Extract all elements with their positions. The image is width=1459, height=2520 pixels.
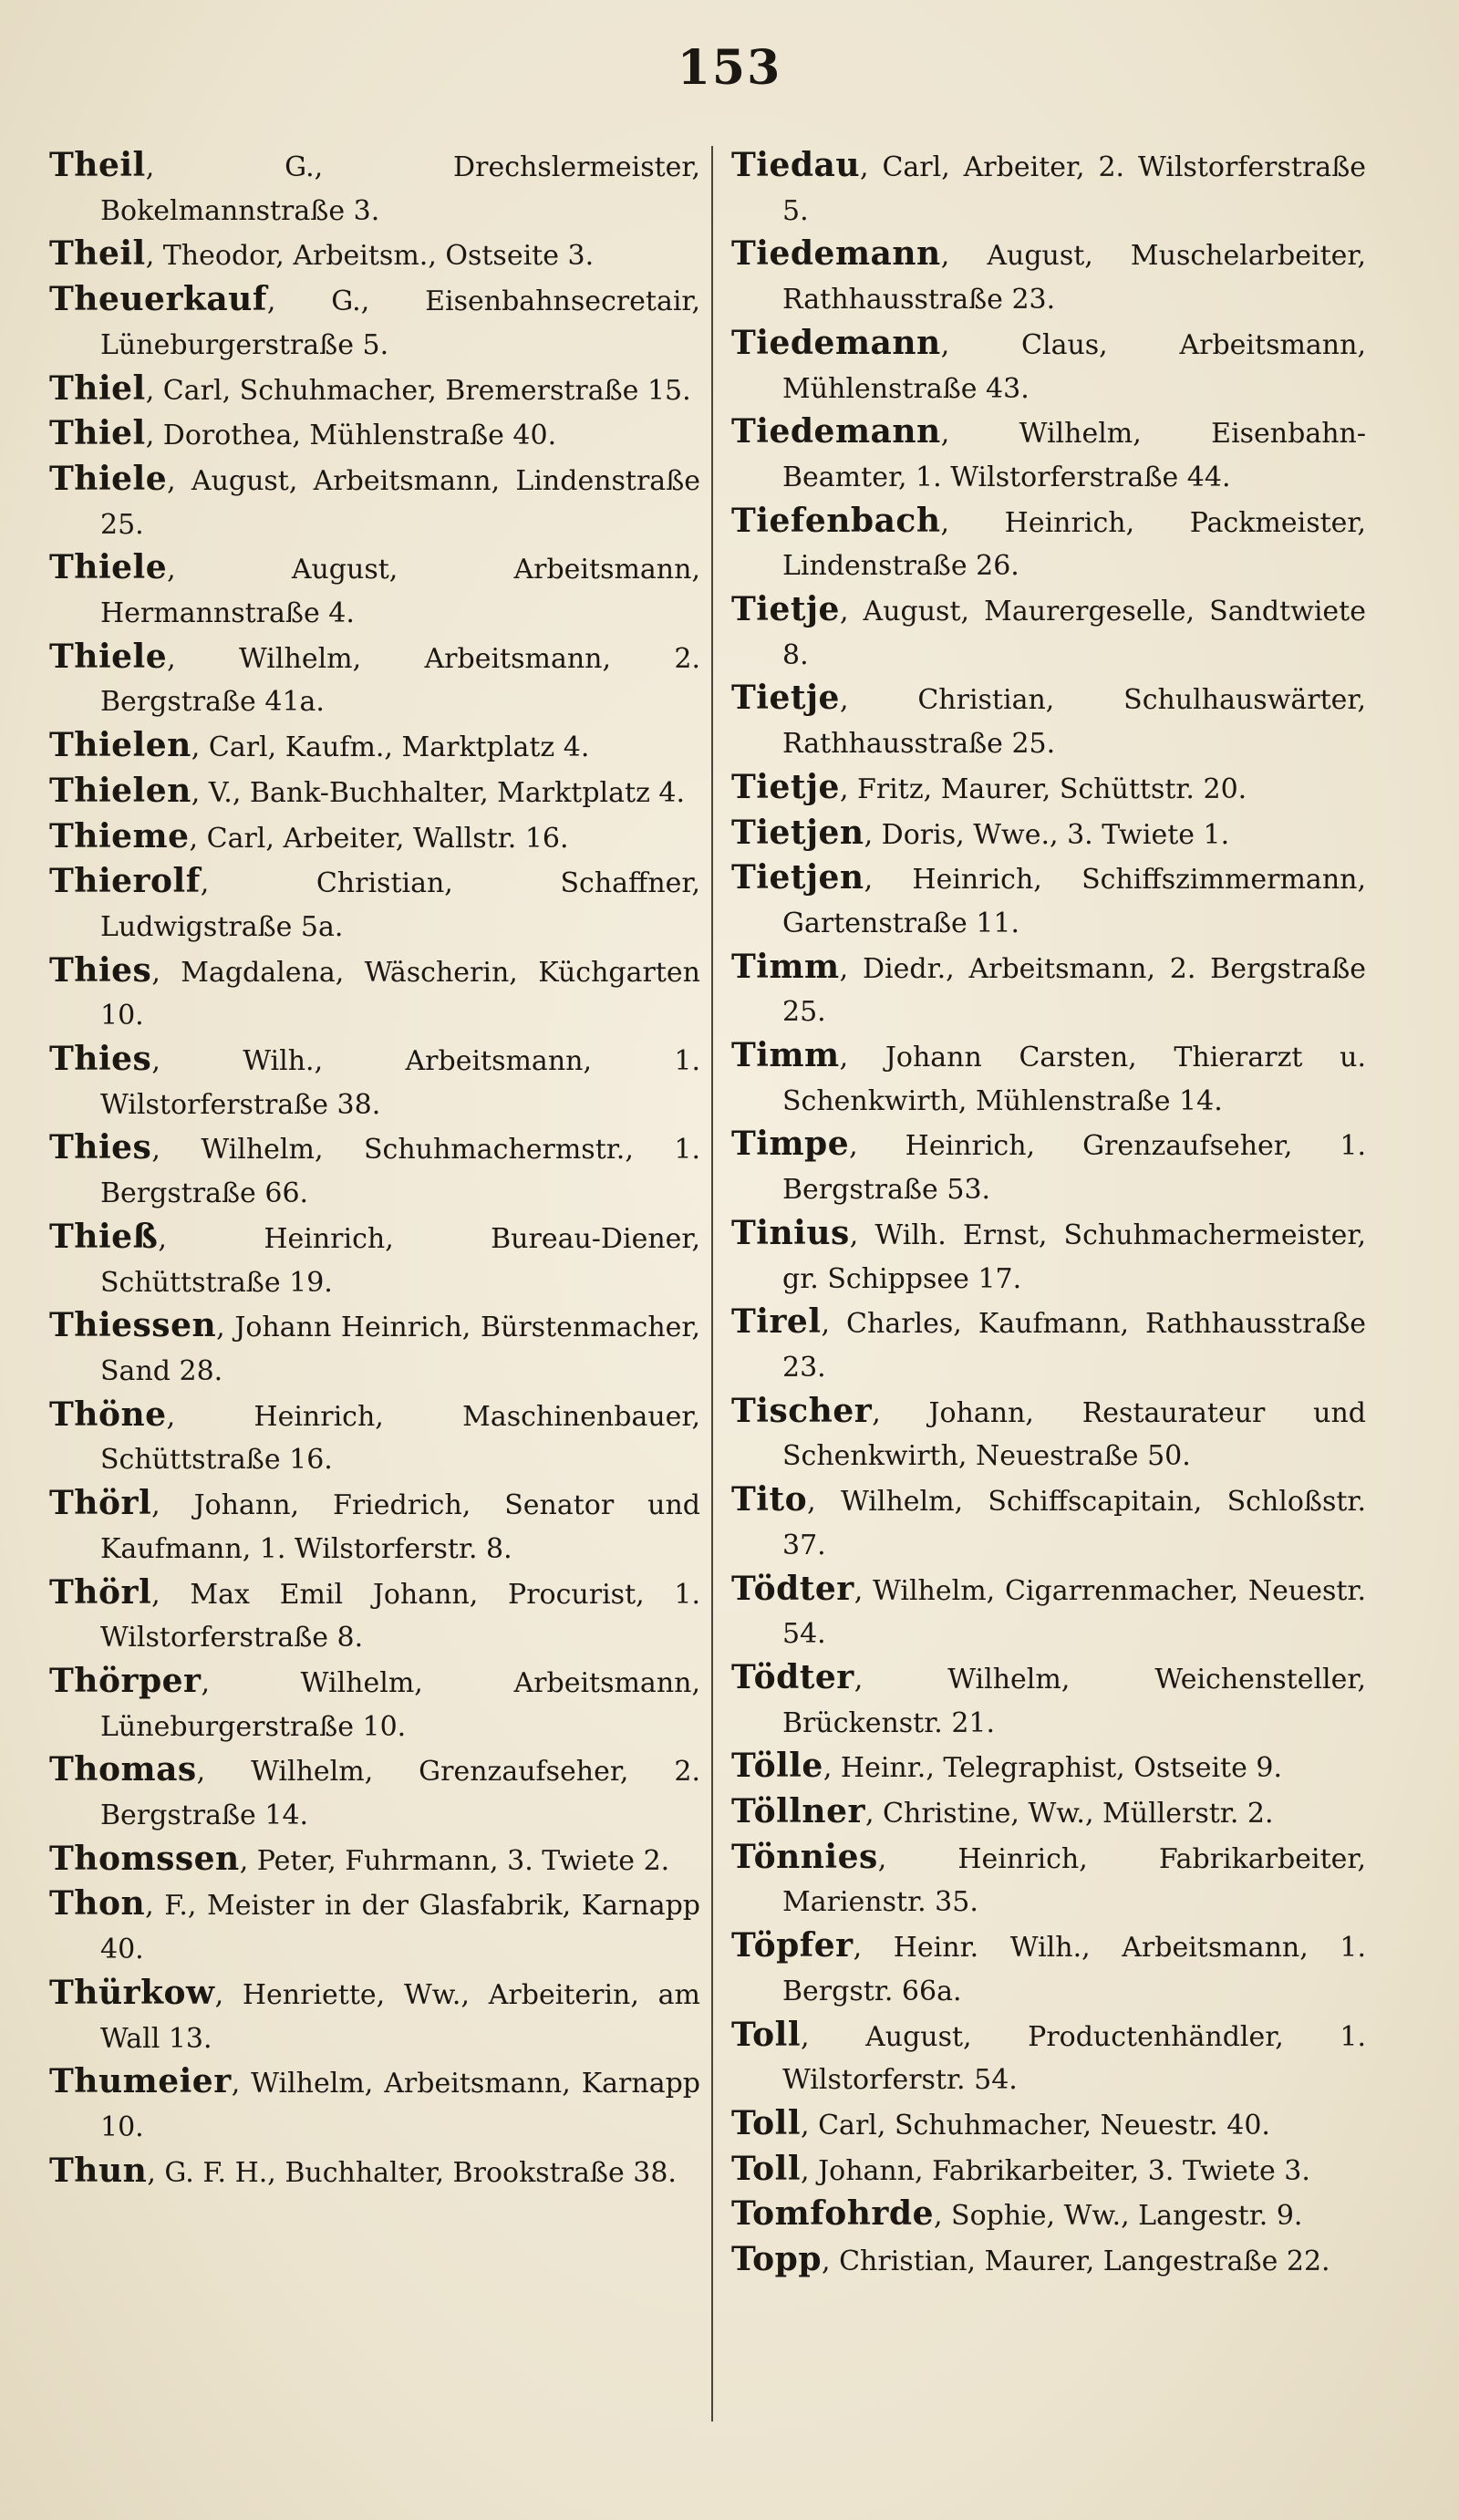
entry-surname: Thumeier — [49, 2062, 232, 2101]
entry-surname: Tölle — [731, 1747, 823, 1786]
entry-details: , August, Muschelarbeiter, Rathhausstraße 23. — [782, 240, 1366, 316]
entry-details: , Henriette, Ww., Arbeiterin, am Wall 13. — [100, 1978, 700, 2055]
directory-entry — [49, 458, 700, 546]
directory-entry — [731, 1123, 1366, 1211]
directory-entry — [731, 766, 1366, 812]
entry-details: , August, Maurergeselle, Sandtwiete 8. — [782, 596, 1366, 671]
entry-surname: Thiel — [49, 414, 146, 453]
entry-surname: Thies — [49, 1040, 152, 1079]
entry-surname: Thon — [49, 1884, 146, 1924]
entry-surname: Tito — [731, 1480, 808, 1519]
directory-entry — [731, 1568, 1366, 1656]
entry-surname: Tischer — [731, 1391, 873, 1430]
entry-details: , Christine, Ww., Müllerstr. 2. — [864, 1798, 1274, 1830]
entry-surname: Tiedemann — [731, 412, 941, 451]
entry-surname: Thomas — [49, 1750, 197, 1789]
entry-surname: Toll — [731, 2015, 802, 2054]
directory-entry — [731, 144, 1366, 233]
entry-surname: Thörl — [49, 1484, 152, 1523]
entry-details: , Sophie, Ww., Langestr. 9. — [933, 2200, 1303, 2233]
entry-details: , Carl, Arbeiter, 2. Wilstorferstraße 5. — [782, 151, 1366, 227]
entry-surname: Töpfer — [731, 1926, 854, 1965]
directory-entry — [731, 500, 1366, 588]
directory-entry — [731, 410, 1366, 499]
entry-surname: Thiel — [49, 368, 146, 408]
directory-entry — [49, 144, 700, 233]
directory-entry — [49, 860, 700, 949]
entry-surname: Thiele — [49, 637, 168, 676]
entry-details: , F., Meister in der Glasfabrik, Karnapp 40. — [100, 1890, 700, 1966]
directory-entry — [731, 856, 1366, 945]
entry-surname: Tietjen — [731, 858, 864, 897]
entry-surname: Tinius — [731, 1213, 850, 1252]
directory-entry — [49, 1216, 700, 1304]
entry-surname: Tietje — [731, 590, 840, 629]
directory-entry — [731, 946, 1366, 1034]
entry-details: , Wilhelm, Schuhmachermstr., 1. Bergstraße 66. — [100, 1134, 700, 1210]
directory-entry — [49, 770, 700, 815]
entry-surname: Toll — [731, 2103, 802, 2142]
directory-entry — [49, 278, 700, 367]
entry-surname: Timm — [731, 1036, 840, 1075]
entry-details: , Carl, Arbeiter, Wallstr. 16. — [189, 822, 569, 855]
entry-surname: Tirel — [731, 1302, 822, 1342]
entry-surname: Thies — [49, 1128, 152, 1167]
directory-entry — [49, 546, 700, 635]
entry-details: , Christian, Schulhauswärter, Rathhausstraße 25. — [782, 684, 1366, 761]
directory-entry — [49, 724, 700, 770]
entry-details: , Fritz, Maurer, Schüttstr. 20. — [839, 773, 1247, 805]
directory-entry — [731, 588, 1366, 677]
entry-details: , G., Eisenbahnsecretair, Lüneburgerstraße 5. — [100, 285, 700, 361]
directory-entry — [731, 322, 1366, 410]
entry-surname: Thürkow — [49, 1973, 215, 2012]
entry-details: , Diedr., Arbeitsmann, 2. Bergstraße 25. — [782, 952, 1366, 1029]
entry-surname: Theuerkauf — [49, 280, 267, 319]
entry-surname: Thieß — [49, 1217, 159, 1256]
entry-details: , August, Arbeitsmann, Hermannstraße 4. — [100, 554, 700, 630]
entry-surname: Thies — [49, 950, 152, 990]
entry-details: , Doris, Wwe., 3. Twiete 1. — [864, 818, 1230, 851]
entry-surname: Töllner — [731, 1792, 865, 1831]
entry-surname: Thun — [49, 2151, 148, 2190]
entry-details: , Heinrich, Schiffszimmermann, Gartenstraße 11. — [782, 864, 1366, 939]
entry-details: , Heinr., Telegraphist, Ostseite 9. — [823, 1752, 1283, 1785]
directory-entry — [49, 1838, 700, 1883]
directory-entry — [49, 815, 700, 861]
entry-details: , Carl, Kaufm., Marktplatz 4. — [191, 731, 590, 764]
directory-entry — [49, 368, 700, 413]
directory-entry — [731, 677, 1366, 765]
directory-entry — [49, 1972, 700, 2060]
directory-entry — [731, 233, 1366, 321]
entry-details: , Heinr. Wilh., Arbeitsmann, 1. Bergstr. 66a. — [782, 1932, 1366, 2007]
entry-surname: Topp — [731, 2240, 823, 2279]
entry-surname: Tiedemann — [731, 323, 941, 362]
entry-details: , Heinrich, Packmeister, Lindenstraße 26. — [782, 506, 1366, 583]
entry-details: , Heinrich, Bureau-Diener, Schüttstraße 19. — [100, 1222, 700, 1299]
entry-details: , Christian, Schaffner, Ludwigstraße 5a. — [100, 867, 700, 943]
directory-entry — [49, 949, 700, 1038]
entry-details: , Johann, Fabrikarbeiter, 3. Twiete 3. — [801, 2154, 1310, 2187]
directory-entry — [49, 1748, 700, 1837]
directory-entry — [731, 1390, 1366, 1478]
directory-entry — [49, 2150, 700, 2195]
directory-entry — [731, 1478, 1366, 1567]
directory-entry — [49, 636, 700, 724]
directory-entry — [49, 2060, 700, 2149]
entry-details: , G. F. H., Buchhalter, Brookstraße 38. — [147, 2156, 677, 2189]
entry-surname: Tödter — [731, 1657, 854, 1696]
entry-surname: Tietje — [731, 679, 840, 718]
directory-entry — [731, 1924, 1366, 2013]
entry-details: , Peter, Fuhrmann, 3. Twiete 2. — [239, 1844, 670, 1877]
entry-surname: Tödter — [731, 1569, 854, 1608]
entry-details: , August, Arbeitsmann, Lindenstraße 25. — [100, 464, 700, 541]
left-column — [49, 144, 700, 2194]
entry-surname: Thiele — [49, 548, 168, 587]
entry-surname: Tiedemann — [731, 234, 941, 274]
entry-details: , Wilhelm, Arbeitsmann, 2. Bergstraße 41a. — [100, 642, 700, 719]
directory-entry — [731, 1790, 1366, 1836]
entry-surname: Tiedau — [731, 146, 861, 184]
entry-surname: Toll — [731, 2149, 802, 2188]
entry-details: , Heinrich, Maschinenbauer, Schüttstraße 16. — [100, 1400, 700, 1477]
directory-entry — [731, 1745, 1366, 1790]
entry-details: , Wilhelm, Weichensteller, Brückenstr. 21. — [782, 1663, 1366, 1739]
entry-details: , Heinrich, Grenzaufseher, 1. Bergstraße 53. — [782, 1130, 1366, 1207]
entry-surname: Thielen — [49, 771, 191, 810]
page-number: 153 — [677, 40, 782, 96]
entry-details: , Wilhelm, Cigarrenmacher, Neuestr. 54. — [782, 1574, 1366, 1651]
entry-details: , Heinrich, Fabrikarbeiter, Marienstr. 35. — [782, 1842, 1366, 1919]
directory-entry — [731, 812, 1366, 857]
entry-details: , Johann Carsten, Thierarzt u. Schenkwirth, Mühlenstraße 14. — [782, 1042, 1366, 1117]
entry-details: , G., Drechslermeister, Bokelmannstraße 3. — [100, 151, 700, 227]
entry-details: , Carl, Schuhmacher, Bremerstraße 15. — [145, 374, 691, 407]
entry-surname: Thiessen — [49, 1306, 217, 1345]
directory-entry — [49, 1482, 700, 1571]
entry-details: , Dorothea, Mühlenstraße 40. — [145, 420, 557, 452]
entry-surname: Theil — [49, 146, 146, 184]
entry-details: , Johann, Restaurateur und Schenkwirth, Neuestraße 50. — [782, 1396, 1366, 1473]
entry-surname: Tiefenbach — [731, 501, 941, 540]
entry-details: , Claus, Arbeitsmann, Mühlenstraße 43. — [782, 328, 1366, 405]
entry-details: , Wilhelm, Arbeitsmann, Karnapp 10. — [100, 2068, 700, 2143]
entry-surname: Tomfohrde — [731, 2194, 934, 2234]
entry-surname: Tietje — [731, 767, 840, 806]
entry-surname: Thöne — [49, 1395, 167, 1434]
entry-details: , Wilhelm, Eisenbahn-Beamter, 1. Wilstorferstraße 44. — [782, 418, 1366, 493]
entry-surname: Timm — [731, 947, 840, 986]
entry-details: , Charles, Kaufmann, Rathhausstraße 23. — [782, 1308, 1366, 1384]
entry-details: , Max Emil Johann, Procurist, 1. Wilstorferstraße 8. — [100, 1578, 700, 1654]
entry-surname: Tietjen — [731, 813, 864, 852]
entry-details: , Johann, Friedrich, Senator und Kaufmann, 1. Wilstorferstr. 8. — [100, 1489, 700, 1565]
directory-entry — [731, 2193, 1366, 2238]
entry-surname: Thierolf — [49, 862, 201, 901]
directory-entry — [731, 1836, 1366, 1924]
directory-entry — [49, 1571, 700, 1660]
entry-surname: Thieme — [49, 816, 190, 856]
directory-entry — [731, 2014, 1366, 2102]
directory-entry — [731, 1301, 1366, 1389]
directory-entry — [49, 412, 700, 458]
directory-entry — [49, 1304, 700, 1393]
entry-details: , August, Productenhändler, 1. Wilstorferstr. 54. — [782, 2020, 1366, 2097]
directory-entry — [49, 1394, 700, 1482]
entry-surname: Thörper — [49, 1661, 202, 1700]
entry-surname: Theil — [49, 234, 146, 274]
entry-details: , Magdalena, Wäscherin, Küchgarten 10. — [100, 956, 700, 1032]
entry-surname: Timpe — [731, 1125, 850, 1164]
directory-entry — [49, 1126, 700, 1215]
directory-entry — [731, 2238, 1366, 2284]
entry-details: , Wilhelm, Grenzaufseher, 2. Bergstraße 14. — [100, 1756, 700, 1832]
directory-entry — [49, 233, 700, 278]
entry-details: , V., Bank-Buchhalter, Marktplatz 4. — [191, 776, 686, 809]
entry-details: , Wilhelm, Arbeitsmann, Lüneburgerstraße 10. — [100, 1666, 700, 1743]
directory-entry — [731, 2102, 1366, 2148]
entry-details: , Christian, Maurer, Langestraße 22. — [822, 2245, 1330, 2278]
entry-details: , Johann Heinrich, Bürstenmacher, Sand 28. — [100, 1312, 700, 1387]
directory-entry — [731, 1212, 1366, 1301]
entry-details: , Wilhelm, Schiffscapitain, Schloßstr. 37. — [782, 1486, 1366, 1561]
right-column — [731, 144, 1366, 2284]
directory-entry — [731, 1656, 1366, 1745]
entry-surname: Thörl — [49, 1572, 152, 1612]
directory-entry — [49, 1882, 700, 1971]
entry-details: , Wilh., Arbeitsmann, 1. Wilstorferstraße 38. — [100, 1045, 700, 1121]
entry-surname: Thiele — [49, 459, 168, 498]
entry-details: , Wilh. Ernst, Schuhmachermeister, gr. Schippsee 17. — [782, 1219, 1366, 1295]
entry-surname: Thomssen — [49, 1839, 240, 1878]
directory-entry — [731, 1034, 1366, 1123]
directory-entry — [731, 2148, 1366, 2193]
entry-surname: Thielen — [49, 726, 191, 765]
entry-surname: Tönnies — [731, 1837, 878, 1876]
entry-details: , Carl, Schuhmacher, Neuestr. 40. — [801, 2109, 1270, 2141]
directory-entry — [49, 1660, 700, 1748]
column-divider — [711, 146, 713, 2421]
entry-details: , Theodor, Arbeitsm., Ostseite 3. — [145, 240, 595, 273]
directory-entry — [49, 1038, 700, 1126]
